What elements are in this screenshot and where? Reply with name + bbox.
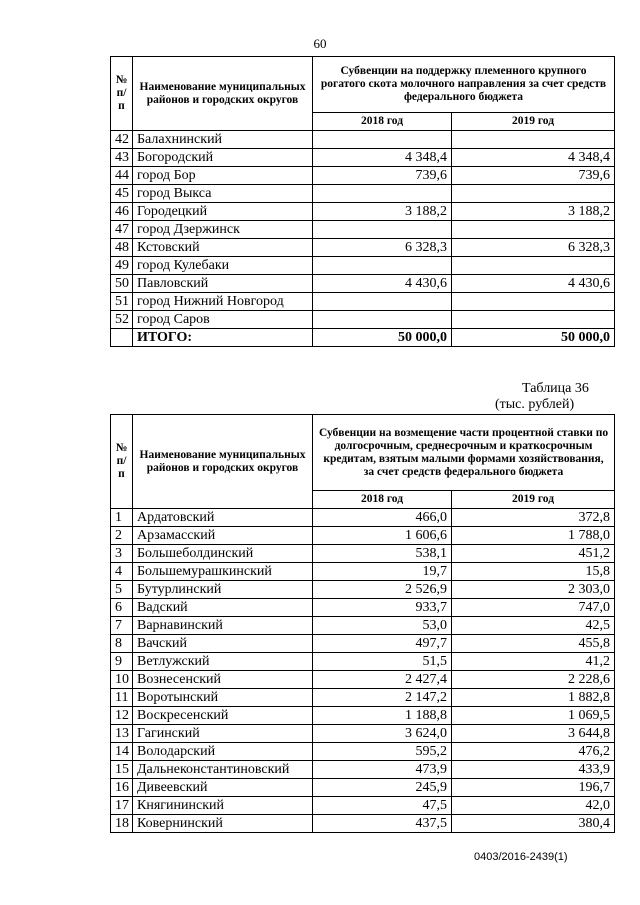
value-2019: 380,4 (452, 815, 615, 833)
row-number: 17 (111, 797, 133, 815)
value-2018: 1 188,8 (313, 707, 452, 725)
value-2019: 6 328,3 (452, 239, 615, 257)
header-municipality: Наименование муниципальных районов и городских округов (133, 57, 313, 131)
table-row (111, 671, 615, 689)
value-2019: 3 644,8 (452, 725, 615, 743)
table-row (111, 797, 615, 815)
table-row (111, 743, 615, 761)
row-number: 51 (111, 293, 133, 311)
municipality-name: город Дзержинск (133, 221, 313, 239)
municipality-name: Вознесенский (133, 671, 313, 689)
table-row (111, 527, 615, 545)
value-2018: 6 328,3 (313, 239, 452, 257)
municipality-name: Павловский (133, 275, 313, 293)
value-2019: 196,7 (452, 779, 615, 797)
municipality-name: Вадский (133, 599, 313, 617)
value-2018: 3 624,0 (313, 725, 452, 743)
row-number: 10 (111, 671, 133, 689)
table-row (111, 509, 615, 527)
table-row (111, 239, 615, 257)
row-number: 1 (111, 509, 133, 527)
value-2018: 739,6 (313, 167, 452, 185)
value-2018: 4 430,6 (313, 275, 452, 293)
table-row (111, 635, 615, 653)
row-number: 43 (111, 149, 133, 167)
subsidy-table-breeding-cattle (110, 56, 615, 347)
value-2018: 2 147,2 (313, 689, 452, 707)
table-row (111, 653, 615, 671)
table-row (111, 545, 615, 563)
row-number: 7 (111, 617, 133, 635)
table-units: (тыс. рублей) (495, 397, 575, 412)
value-2019: 3 188,2 (452, 203, 615, 221)
value-2019: 41,2 (452, 653, 615, 671)
row-number: 47 (111, 221, 133, 239)
municipality-name: Большемурашкинский (133, 563, 313, 581)
value-2019: 42,5 (452, 617, 615, 635)
table-body (111, 131, 615, 347)
row-number: 11 (111, 689, 133, 707)
row-number: 44 (111, 167, 133, 185)
table-row (111, 149, 615, 167)
row-number: 2 (111, 527, 133, 545)
municipality-name: город Кулебаки (133, 257, 313, 275)
value-2019 (452, 221, 615, 239)
value-2019: 1 882,8 (452, 689, 615, 707)
municipality-name: город Нижний Новгород (133, 293, 313, 311)
value-2018: 3 188,2 (313, 203, 452, 221)
total-label: ИТОГО: (133, 329, 313, 347)
value-2018: 538,1 (313, 545, 452, 563)
municipality-name: Большеболдинский (133, 545, 313, 563)
value-2019: 2 303,0 (452, 581, 615, 599)
row-number: 50 (111, 275, 133, 293)
value-2019: 433,9 (452, 761, 615, 779)
value-2018 (313, 131, 452, 149)
value-2019 (452, 131, 615, 149)
value-2019: 1 788,0 (452, 527, 615, 545)
value-2018 (313, 293, 452, 311)
document-code: 0403/2016-2439(1) (474, 851, 568, 863)
value-2018 (313, 257, 452, 275)
value-2019: 1 069,5 (452, 707, 615, 725)
municipality-name: Варнавинский (133, 617, 313, 635)
municipality-name: Кстовский (133, 239, 313, 257)
value-2019 (452, 257, 615, 275)
value-2018: 2 526,9 (313, 581, 452, 599)
value-2019 (452, 311, 615, 329)
table-row (111, 761, 615, 779)
value-2018: 19,7 (313, 563, 452, 581)
value-2018: 466,0 (313, 509, 452, 527)
value-2019: 4 430,6 (452, 275, 615, 293)
table-row (111, 707, 615, 725)
row-number: 45 (111, 185, 133, 203)
municipality-name: Володарский (133, 743, 313, 761)
value-2018: 473,9 (313, 761, 452, 779)
row-number: 42 (111, 131, 133, 149)
value-2019: 15,8 (452, 563, 615, 581)
row-number: 48 (111, 239, 133, 257)
table-row (111, 563, 615, 581)
value-2019: 451,2 (452, 545, 615, 563)
total-number-cell (111, 329, 133, 347)
table-row (111, 815, 615, 833)
row-number: 14 (111, 743, 133, 761)
header-year-2018: 2018 год (313, 491, 452, 509)
header-number: № п/п (111, 57, 133, 131)
row-number: 52 (111, 311, 133, 329)
municipality-name: Вачский (133, 635, 313, 653)
table-row (111, 599, 615, 617)
value-2018 (313, 185, 452, 203)
row-number: 49 (111, 257, 133, 275)
value-2018: 933,7 (313, 599, 452, 617)
municipality-name: Городецкий (133, 203, 313, 221)
table-row (111, 203, 615, 221)
value-2018: 2 427,4 (313, 671, 452, 689)
table-row (111, 689, 615, 707)
table-row (111, 581, 615, 599)
total-row (111, 329, 615, 347)
value-2019: 2 228,6 (452, 671, 615, 689)
header-subsidy: Субвенции на поддержку племенного крупного рогатого скота молочного направления за счет средств федерального бюджета (313, 57, 615, 113)
value-2018: 4 348,4 (313, 149, 452, 167)
row-number: 8 (111, 635, 133, 653)
table-row (111, 221, 615, 239)
table-row (111, 167, 615, 185)
table-row (111, 617, 615, 635)
header-municipality: Наименование муниципальных районов и городских округов (133, 415, 313, 509)
municipality-name: Бутурлинский (133, 581, 313, 599)
row-number: 6 (111, 599, 133, 617)
value-2019 (452, 293, 615, 311)
row-number: 5 (111, 581, 133, 599)
value-2018: 595,2 (313, 743, 452, 761)
value-2019: 747,0 (452, 599, 615, 617)
table-row (111, 311, 615, 329)
value-2018: 437,5 (313, 815, 452, 833)
header-year-2019: 2019 год (452, 491, 615, 509)
value-2018: 47,5 (313, 797, 452, 815)
municipality-name: Дивеевский (133, 779, 313, 797)
value-2019: 739,6 (452, 167, 615, 185)
row-number: 9 (111, 653, 133, 671)
value-2019: 476,2 (452, 743, 615, 761)
value-2019 (452, 185, 615, 203)
municipality-name: Воротынский (133, 689, 313, 707)
municipality-name: Ветлужский (133, 653, 313, 671)
row-number: 12 (111, 707, 133, 725)
municipality-name: Княгининский (133, 797, 313, 815)
value-2019: 4 348,4 (452, 149, 615, 167)
value-2019: 455,8 (452, 635, 615, 653)
value-2019: 372,8 (452, 509, 615, 527)
total-2018: 50 000,0 (313, 329, 452, 347)
row-number: 13 (111, 725, 133, 743)
table-row (111, 725, 615, 743)
municipality-name: город Саров (133, 311, 313, 329)
municipality-name: Богородский (133, 149, 313, 167)
row-number: 15 (111, 761, 133, 779)
table-row (111, 293, 615, 311)
municipality-name: Дальнеконстантиновский (133, 761, 313, 779)
value-2018: 51,5 (313, 653, 452, 671)
municipality-name: город Выкса (133, 185, 313, 203)
value-2018 (313, 311, 452, 329)
header-year-2018: 2018 год (313, 113, 452, 131)
municipality-name: Ковернинский (133, 815, 313, 833)
row-number: 3 (111, 545, 133, 563)
row-number: 18 (111, 815, 133, 833)
table-body (111, 509, 615, 833)
municipality-name: Ардатовский (133, 509, 313, 527)
table-row (111, 275, 615, 293)
header-subsidy: Субвенции на возмещение части процентной ставки по долгосрочным, среднесрочным и краткосрочным кредитам, взятым малыми формами хозяйствования, за счет средств федерального бюджета (313, 415, 615, 491)
municipality-name: город Бор (133, 167, 313, 185)
row-number: 46 (111, 203, 133, 221)
value-2018 (313, 221, 452, 239)
header-number: № п/п (111, 415, 133, 509)
subsidy-table-interest-rate (110, 414, 615, 833)
value-2018: 1 606,6 (313, 527, 452, 545)
table-row (111, 131, 615, 149)
value-2018: 497,7 (313, 635, 452, 653)
table-row (111, 185, 615, 203)
table-caption: Таблица 36 (522, 381, 589, 396)
value-2018: 53,0 (313, 617, 452, 635)
value-2019: 42,0 (452, 797, 615, 815)
total-2019: 50 000,0 (452, 329, 615, 347)
municipality-name: Гагинский (133, 725, 313, 743)
header-year-2019: 2019 год (452, 113, 615, 131)
row-number: 16 (111, 779, 133, 797)
table-row (111, 779, 615, 797)
municipality-name: Воскресенский (133, 707, 313, 725)
municipality-name: Арзамасский (133, 527, 313, 545)
value-2018: 245,9 (313, 779, 452, 797)
page-number: 60 (313, 36, 327, 51)
municipality-name: Балахнинский (133, 131, 313, 149)
row-number: 4 (111, 563, 133, 581)
table-row (111, 257, 615, 275)
